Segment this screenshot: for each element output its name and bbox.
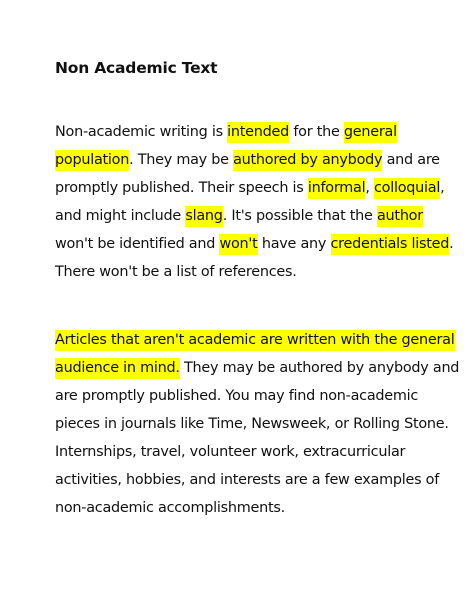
text-line xyxy=(55,410,459,438)
paragraph-2 xyxy=(55,326,459,522)
text-run: and might include xyxy=(55,208,186,224)
highlighted-text: credentials listed xyxy=(331,234,450,255)
text-run: have any xyxy=(257,236,331,252)
text-run: pieces in journals like Time, Newsweek, or Rolling Stone. xyxy=(55,416,449,432)
text-run: . xyxy=(449,236,454,252)
highlighted-text: won't xyxy=(219,234,257,255)
text-run: . They may be xyxy=(129,152,234,168)
highlighted-text: general xyxy=(344,122,397,143)
text-run: promptly published. Their speech is xyxy=(55,180,308,196)
highlighted-text: Articles that aren't academic are written with the general xyxy=(55,330,455,351)
text-run: won't be identified and xyxy=(55,236,220,252)
paragraph-1 xyxy=(55,118,453,286)
highlighted-text: author xyxy=(377,206,423,227)
text-run: . It's possible that the xyxy=(222,208,377,224)
text-run: Internships, travel, volunteer work, extracurricular xyxy=(55,444,406,460)
text-run: Non-academic writing is xyxy=(55,124,228,140)
text-run: , xyxy=(365,180,374,196)
text-run: , xyxy=(440,180,445,196)
text-line xyxy=(55,146,453,174)
text-run: activities, hobbies, and interests are a few examples of xyxy=(55,472,440,488)
highlighted-text: slang xyxy=(185,206,222,227)
highlighted-text: informal xyxy=(308,178,366,199)
text-run: and are xyxy=(382,152,440,168)
text-line xyxy=(55,202,453,230)
highlighted-text: audience in mind. xyxy=(55,358,180,379)
highlighted-text: authored by anybody xyxy=(233,150,382,171)
text-run: There won't be a list of references. xyxy=(55,264,297,280)
text-line xyxy=(55,382,459,410)
text-run: They may be authored by anybody and xyxy=(179,360,460,376)
text-run: for the xyxy=(289,124,344,140)
text-run: non-academic accomplishments. xyxy=(55,500,285,516)
text-line xyxy=(55,174,453,202)
text-line xyxy=(55,230,453,258)
text-run: are promptly published. You may find non-academic xyxy=(55,388,419,404)
text-line xyxy=(55,354,459,382)
text-line xyxy=(55,438,459,466)
highlighted-text: intended xyxy=(227,122,289,143)
text-line xyxy=(55,494,459,522)
highlighted-text: population xyxy=(55,150,129,171)
text-line xyxy=(55,466,459,494)
text-line xyxy=(55,118,453,146)
highlighted-text: colloquial xyxy=(374,178,440,199)
text-line xyxy=(55,326,459,354)
document-title: Non Academic Text xyxy=(55,59,218,77)
text-line xyxy=(55,258,453,286)
